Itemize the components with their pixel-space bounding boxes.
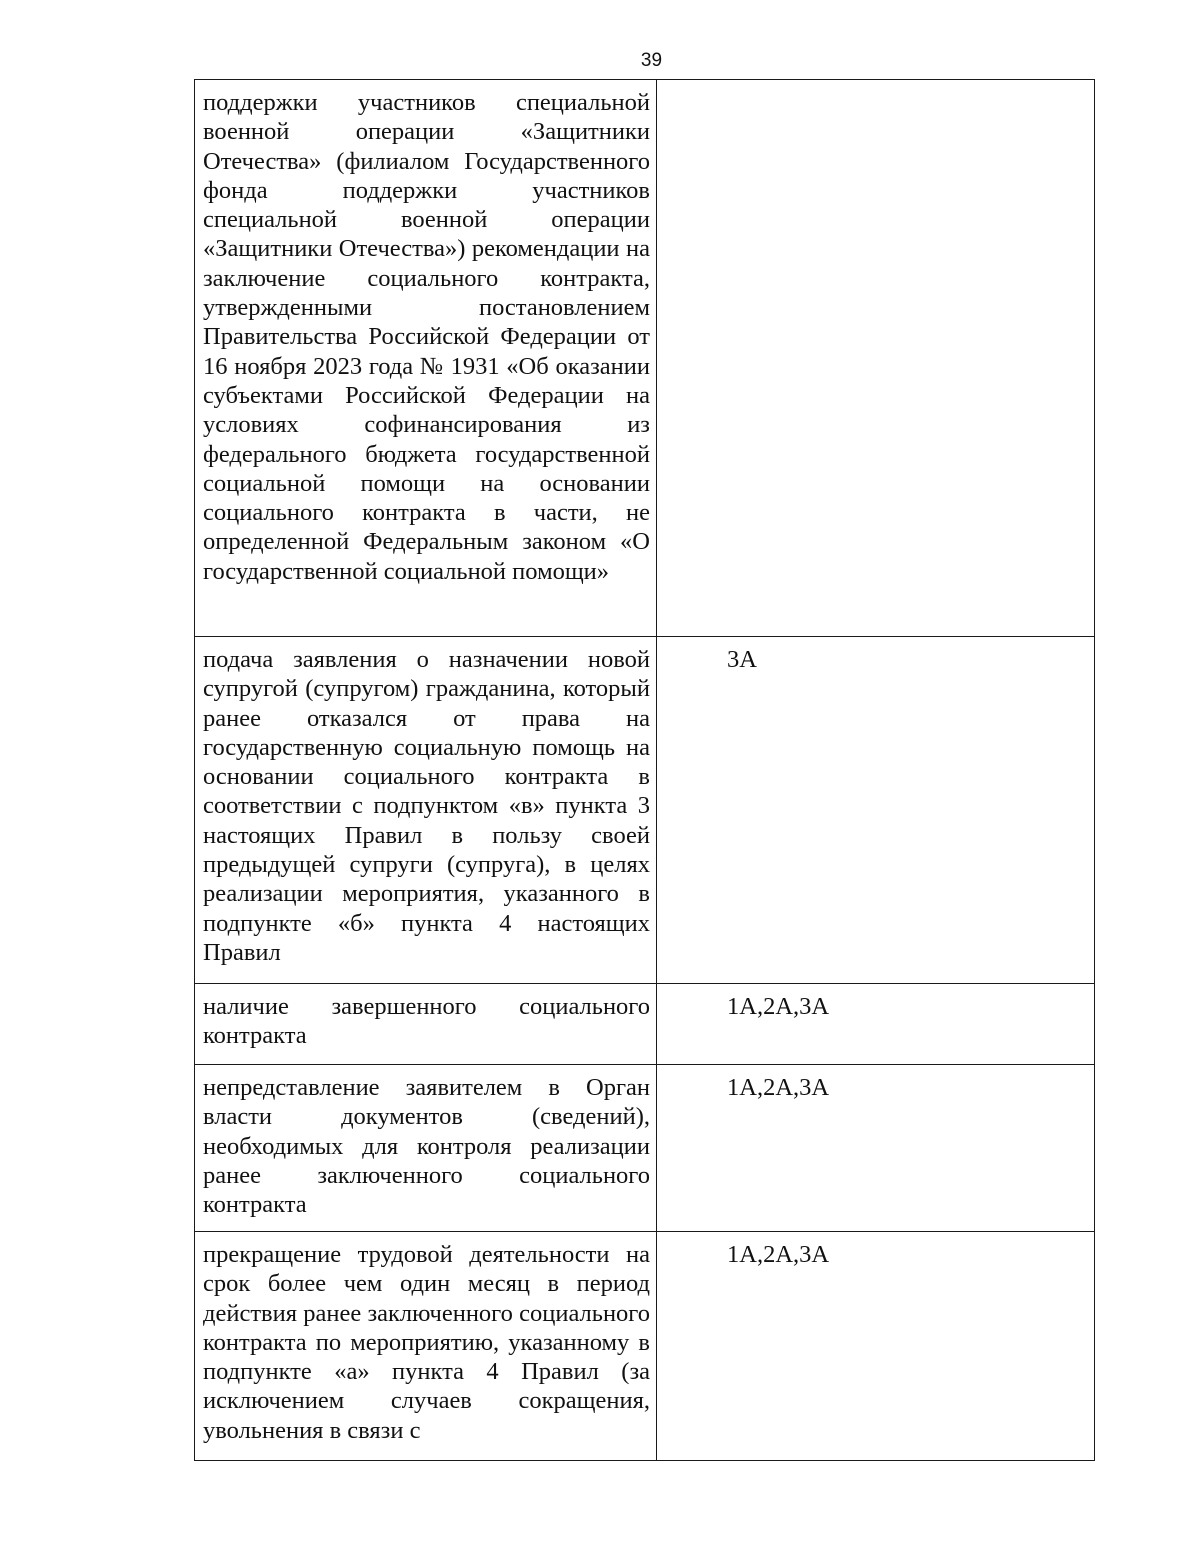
table-row — [195, 1232, 1095, 1461]
codes-text: 1А,2А,3А — [727, 1074, 830, 1101]
reason-text: непредставление заявителем в Орган власти документов (сведений), необходимых для контроля реализации ранее заключенного социального контракта — [203, 1074, 650, 1219]
reason-cell — [195, 984, 657, 1065]
reason-text: прекращение трудовой деятельности на срок более чем один месяц в период действия ранее заключенного социального контракта по мероприятию, указанному в подпункте «а» пункта 4 Правил (за исключением случаев сокращения, увольнения в связи с — [203, 1241, 650, 1444]
reason-text: поддержки участников специальной военной операции «Защитники Отечества» (филиалом Государственного фонда поддержки участников специальной военной операции «Защитники Отечества») рекомендации на заключение социального контракта, утвержденными постановлением Правительства Российской Федерации от 16 ноября 2023 года № 1931 «Об оказании субъектами Российской Федерации на условиях софинансирования из федерального бюджета государственной социальной помощи на основании социального контракта в части, не определенной Федеральным законом «О государственной социальной помощи» — [203, 89, 650, 585]
page-number: 39 — [640, 50, 663, 71]
table-row — [195, 637, 1095, 984]
reason-cell — [195, 80, 657, 637]
reason-cell — [195, 1065, 657, 1232]
table-row — [195, 984, 1095, 1065]
table-row — [195, 80, 1095, 637]
reason-cell — [195, 1232, 657, 1461]
codes-cell — [657, 984, 1095, 1065]
codes-cell — [657, 80, 1095, 637]
codes-cell — [657, 1065, 1095, 1232]
codes-cell — [657, 1232, 1095, 1461]
reason-text: наличие завершенного социального контракта — [203, 993, 650, 1050]
document-table — [194, 79, 1095, 1461]
reason-cell — [195, 637, 657, 984]
codes-cell — [657, 637, 1095, 984]
codes-text: 1А,2А,3А — [727, 1241, 830, 1268]
codes-text — [657, 80, 1094, 88]
reason-text: подача заявления о назначении новой супругой (супругом) гражданина, который ранее отказался от права на государственную социальную помощь на основании социального контракта в соответствии с подпунктом «в» пункта 3 настоящих Правил в пользу своей предыдущей супруги (супруга), в целях реализации мероприятия, указанного в подпункте «б» пункта 4 настоящих Правил — [203, 646, 650, 966]
codes-text: 3А — [727, 646, 757, 673]
table-row — [195, 1065, 1095, 1232]
codes-text: 1А,2А,3А — [727, 993, 830, 1020]
